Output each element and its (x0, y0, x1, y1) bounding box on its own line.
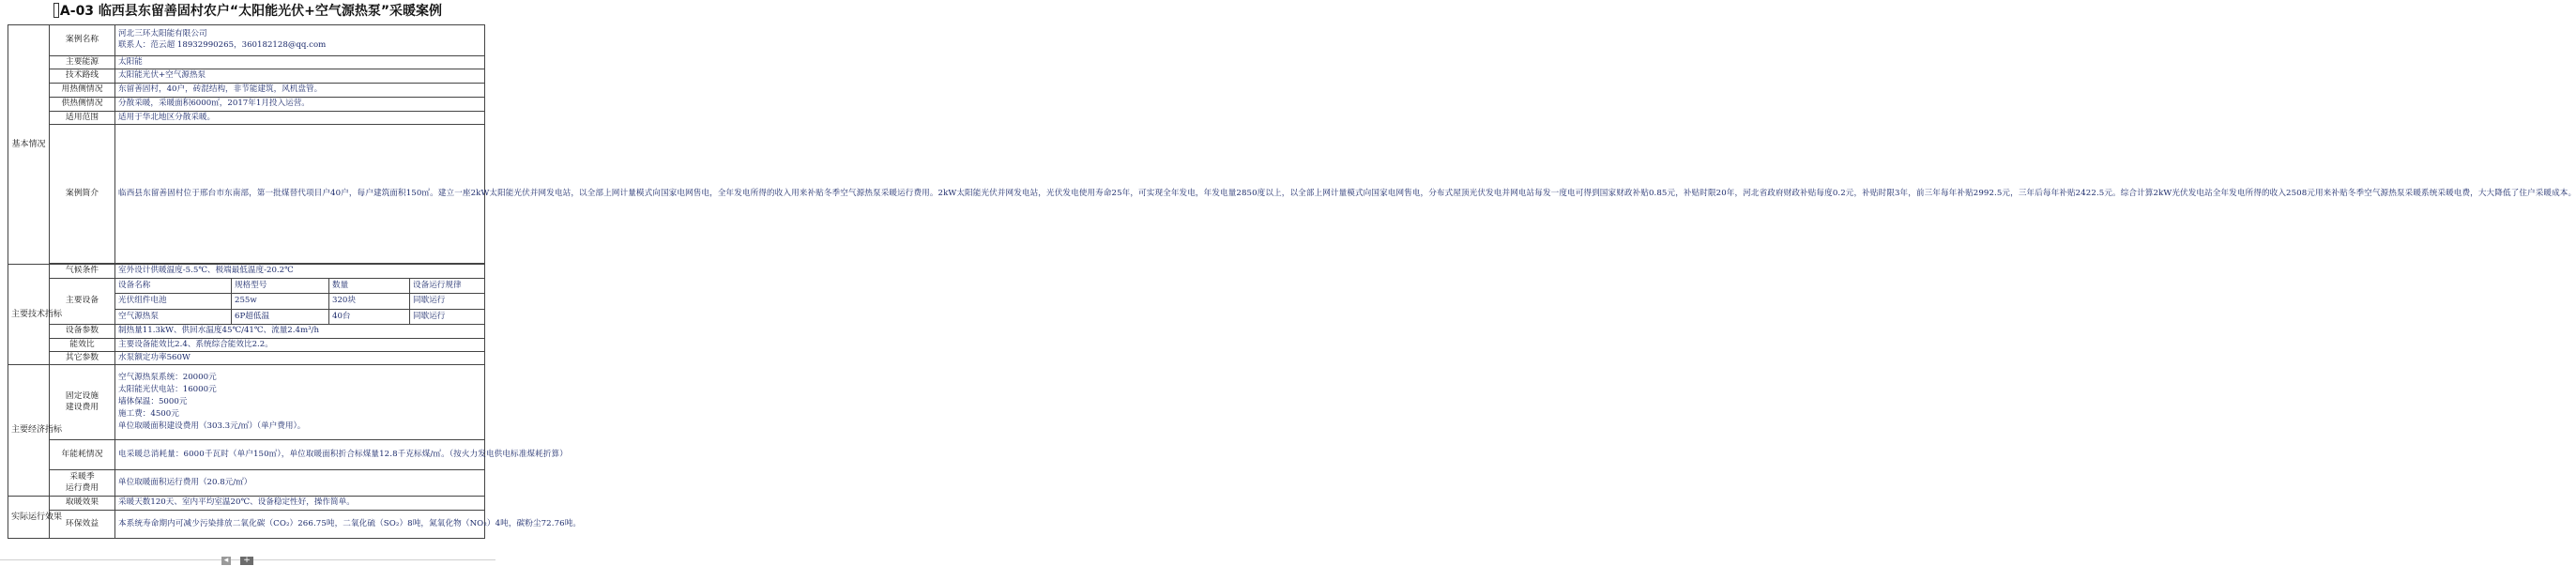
section-basic: 基本情况 (8, 25, 50, 265)
add-page-button[interactable]: + (240, 557, 253, 565)
route-label: 技术路线 (50, 69, 115, 84)
annual-energy-label: 年能耗情况 (50, 440, 115, 470)
text-cursor-icon (53, 3, 59, 18)
equip-header-pattern: 设备运行规律 (410, 279, 485, 294)
document-title-text: A-03 临西县东留善固村农户“太阳能光伏+空气源热泵”采暖案例 (59, 4, 443, 19)
invest-line-pv: 太阳能光伏电站：16000元 (118, 385, 217, 395)
document-title (0, 0, 495, 23)
equip-row-1-spec: 255w (232, 294, 329, 310)
params-value: 制热量11.3kW、供回水温度45℃/41℃、流量2.4m³/h (115, 325, 485, 339)
intro-text: 临西县东留善固村位于邢台市东南部，第一批煤替代项目户40户，每户建筑面积150㎡。建立一座2kW太阳能光伏并网发电站，以全部上网计量模式向国家电网售电，全年发电所得的收入用来补贴冬季空气源热泵采暖运行费用。2kW太阳能光伏并网发电站，光伏发电使用寿命25年，可实现全年发电，年发电量2850度以上，以全部上网计量模式向国家电网售电，分布式屋顶光伏发电并网电站每发一度电可得到国家财政补贴0.85元，补贴时限20年，河北省政府财政补贴每度0.2元，补贴时限3年，前三年每年补贴2992.5元，三年后每年补贴2422.5元。综合计算2kW光伏发电站全年发电所得的收入2508元用来补贴冬季空气源热泵采暖系统采暖电费，大大降低了住户采暖成本。 (115, 125, 485, 264)
environment-value: 本系统寿命期内可减少污染排放二氧化碳（CO₂）266.75吨，二氧化硫（SO₂）8吨，氮氧化物（NO₂）4吨，碳粉尘72.76吨。 (115, 511, 485, 539)
season-cost-label-line2: 运行费用 (65, 482, 99, 493)
season-cost-value: 单位取暖面积运行费用（20.8元/㎡） (115, 470, 485, 497)
invest-line-construction: 施工费：4500元 (118, 408, 179, 419)
equip-row-1-name: 光伏组件电池 (115, 294, 232, 310)
case-name-value (115, 25, 485, 56)
contact-info: 联系人：范云超 18932990265，360182128@qq.com (118, 40, 327, 50)
equip-row-2-pattern: 同歇运行 (410, 310, 485, 325)
equip-header-name: 设备名称 (115, 279, 232, 294)
heating-effect-value: 采暖天数120天、室内平均室温20℃、设备稳定性好，操作简单。 (115, 497, 485, 511)
invest-label-line2: 建设费用 (65, 402, 99, 412)
invest-label-line1: 固定设施 (65, 390, 99, 401)
other-params-label: 其它参数 (50, 352, 115, 365)
route-value: 太阳能光伏+空气源热泵 (115, 69, 485, 84)
equip-header-qty: 数量 (329, 279, 410, 294)
energy-label: 主要能源 (50, 56, 115, 69)
environment-label: 环保效益 (50, 511, 115, 539)
season-cost-label-line1: 采暖季 (69, 471, 95, 482)
season-cost-label (50, 470, 115, 497)
invest-line-insulation: 墙体保温：5000元 (118, 397, 188, 407)
equip-row-2-qty: 40台 (329, 310, 410, 325)
equip-header-spec: 规格型号 (232, 279, 329, 294)
other-params-value: 水泵额定功率560W (115, 352, 485, 365)
params-label: 设备参数 (50, 325, 115, 339)
case-name-label: 案例名称 (50, 25, 115, 56)
scope-value: 适用于华北地区分散采暖。 (115, 112, 485, 125)
climate-label: 气候条件 (50, 265, 115, 279)
supply-side-label: 供热侧情况 (50, 98, 115, 112)
case-table (8, 24, 2576, 539)
intro-label: 案例简介 (50, 125, 115, 264)
equip-row-1-qty: 320块 (329, 294, 410, 310)
heating-effect-label: 取暖效果 (50, 497, 115, 511)
user-side-value: 东留善固村，40户，砖混结构，非节能建筑，风机盘管。 (115, 84, 485, 98)
section-tech: 主要技术指标 (8, 265, 50, 365)
company-name: 河北三环太阳能有限公司 (118, 29, 207, 39)
equip-row-2-name: 空气源热泵 (115, 310, 232, 325)
energy-value: 太阳能 (115, 56, 485, 69)
equipment-label: 主要设备 (50, 279, 115, 325)
annual-energy-value: 电采暖总消耗量：6000千瓦时（单户150㎡），单位取暖面积折合标煤量12.8千克标煤/㎡。（按火力发电供电标准煤耗折算） (115, 440, 485, 470)
equip-row-2-spec: 6P超低温 (232, 310, 329, 325)
efficiency-label: 能效比 (50, 339, 115, 352)
equip-row-1-pattern: 同歇运行 (410, 294, 485, 310)
section-actual: 实际运行效果 (8, 497, 50, 539)
scope-label: 适用范围 (50, 112, 115, 125)
invest-line-unit-cost: 单位取暖面积建设费用（303.3元/㎡）（单户费用）。 (118, 421, 306, 431)
supply-side-value: 分散采暖，采暖面积6000㎡，2017年1月投入运营。 (115, 98, 485, 112)
invest-line-heatpump: 空气源热泵系统：20000元 (118, 373, 217, 383)
invest-value (115, 365, 485, 440)
user-side-label: 用热侧情况 (50, 84, 115, 98)
section-econ: 主要经济指标 (8, 365, 50, 497)
climate-value: 室外设计供暖温度-5.5℃、极端最低温度-20.2℃ (115, 265, 485, 279)
scroll-left-button[interactable]: ◂ (221, 557, 231, 565)
efficiency-value: 主要设备能效比2.4、系统综合能效比2.2。 (115, 339, 485, 352)
